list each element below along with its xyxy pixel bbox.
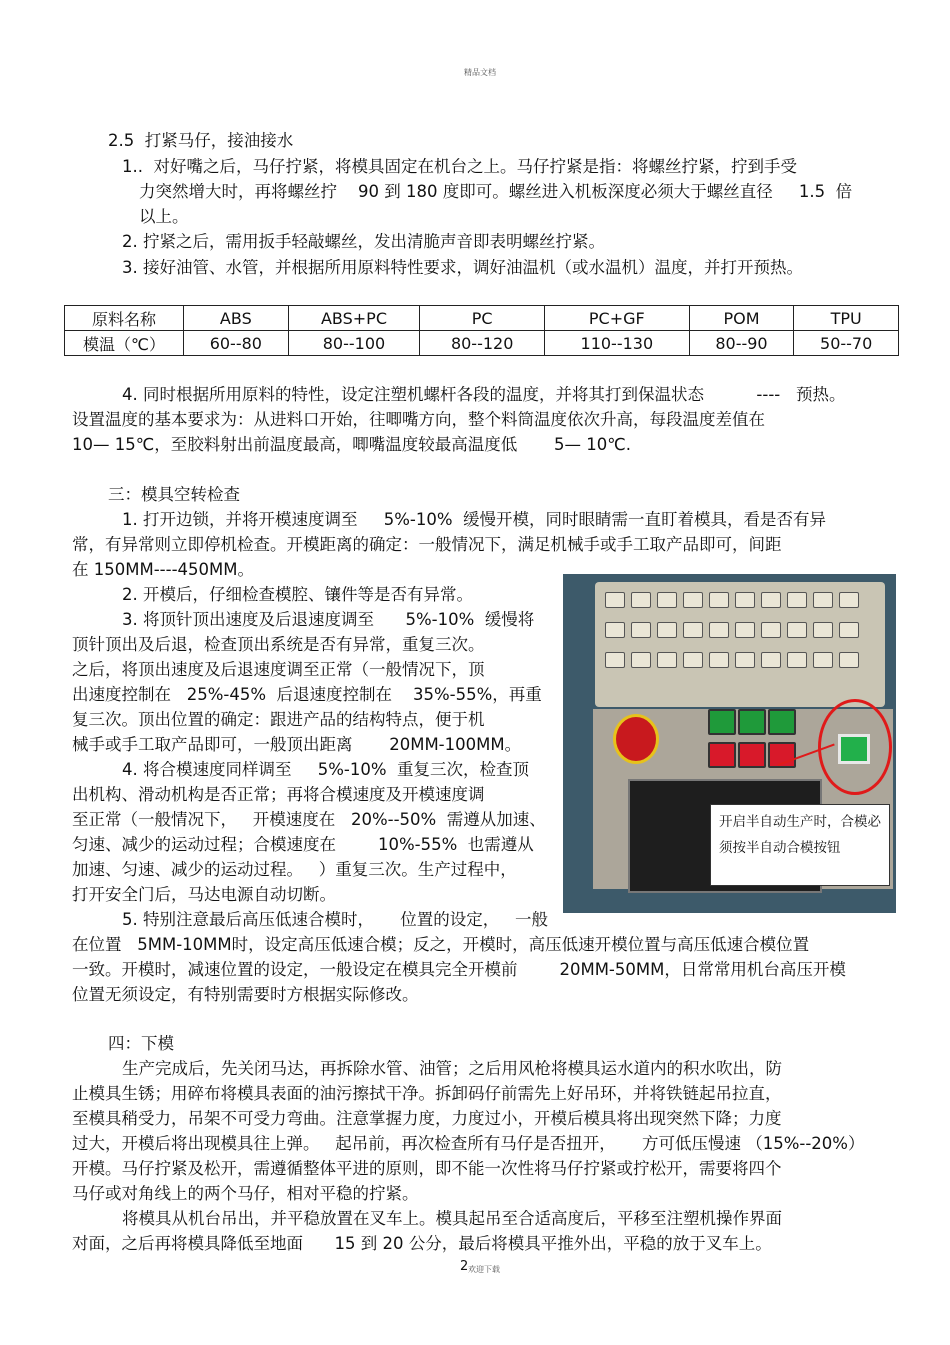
table-header-cell: PC xyxy=(420,306,545,331)
emergency-stop-button xyxy=(613,714,659,764)
table-header-cell: ABS+PC xyxy=(288,306,420,331)
s3-p4-line4: 匀速、减少的运动过程；合模速度在 10%-55% 也需遵从 xyxy=(72,835,534,854)
s3-p5-line2: 在位置 5MM-10MM时，设定高压低速合模；反之，开模时，高压低速开模位置与高压低速合模位置 xyxy=(72,935,810,954)
s3-p4-line5: 加速、匀速、减少的运动过程。 ）重复三次。生产过程中， xyxy=(72,860,517,879)
s3-p3-line5: 复三次。顶出位置的确定：跟进产品的结构特点，便于机 xyxy=(72,710,485,729)
mold-temperature-table xyxy=(64,305,899,356)
s3-p3-line6: 械手或手工取产品即可，一般顶出距离 20MM-100MM。 xyxy=(72,735,522,754)
table-cell: 50--70 xyxy=(794,331,899,356)
s3-p4-line3: 至正常（一般情况下， 开模速度在 20%--50% 需遵从加速、 xyxy=(72,810,546,829)
table-cell: 110--130 xyxy=(545,331,690,356)
s4-p2-line2: 对面，之后再将模具降低至地面 15 到 20 公分，最后将模具平推外出，平稳的放于叉车上。 xyxy=(72,1234,772,1253)
s3-p3-line3: 之后，将顶出速度及后退速度调至正常（一般情况下，顶 xyxy=(72,660,485,679)
s3-p3-line4: 出速度控制在 25%-45% 后退速度控制在 35%-55%，再重 xyxy=(72,685,542,704)
s4-p1-line5: 开模。马仔拧紧及松开，需遵循整体平进的原则，即不能一次性将马仔拧紧或拧松开，需要将四个 xyxy=(72,1159,782,1178)
table-row xyxy=(65,331,899,356)
item1-line2: 力突然增大时，再将螺丝拧 90 到 180 度即可。螺丝进入机板深度必须大于螺丝直径 1.5 倍 xyxy=(139,182,853,201)
item3-text: 3. 接好油管、水管，并根据所用原料特性要求，调好油温机（或水温机）温度，并打开预热。 xyxy=(122,258,803,277)
header-label: 精品文档 xyxy=(464,68,496,77)
table-header-cell: TPU xyxy=(794,306,899,331)
s3-p1-line2: 常，有异常则立即停机检查。开模距离的确定：一般情况下，满足机械手或手工取产品即可，间距 xyxy=(72,535,782,554)
s4-p1-line6: 马仔或对角线上的两个马仔，相对平稳的拧紧。 xyxy=(72,1184,419,1203)
s3-p3-line1: 3. 将顶针顶出速度及后退速度调至 5%-10% 缓慢将 xyxy=(122,610,535,629)
s3-p5-line4: 位置无须设定，有特别需要时方根据实际修改。 xyxy=(72,985,419,1004)
s4-p1-line2: 止模具生锈；用碎布将模具表面的油污擦拭干净。拆卸码仔前需先上好吊环，并将铁链起吊拉直， xyxy=(72,1084,782,1103)
s3-p4-line1: 4. 将合模速度同样调至 5%-10% 重复三次，检查顶 xyxy=(122,760,530,779)
table-header-cell: ABS xyxy=(184,306,289,331)
table-cell: 80--100 xyxy=(288,331,420,356)
s3-p5-line3: 一致。开模时，减速位置的设定，一般设定在模具完全开模前 20MM-50MM，日常常用机台高压开模 xyxy=(72,960,846,979)
item1-line3: 以上。 xyxy=(139,207,189,226)
semi-auto-close-button xyxy=(838,734,870,764)
item4-line1: 4. 同时根据所用原料的特性，设定注塑机螺杆各段的温度，并将其打到保温状态 ---- 预热。 xyxy=(122,385,846,404)
s3-p3-line2: 顶针顶出及后退，检查顶出系统是否有异常，重复三次。 xyxy=(72,635,485,654)
table-row xyxy=(65,306,899,331)
section-title-4: 四：下模 xyxy=(108,1034,174,1053)
page-number: 2 xyxy=(460,1259,469,1274)
footer-label: 欢迎下载 xyxy=(468,1265,500,1274)
item1-line1: 1.. 对好嘴之后，马仔拧紧，将模具固定在机台之上。马仔拧紧是指：将螺丝拧紧，拧到手受 xyxy=(122,157,797,176)
s3-p1-line1: 1. 打开边锁，并将开模速度调至 5%-10% 缓慢开模，同时眼睛需一直盯着模具，看是否有异 xyxy=(122,510,827,529)
table-header-cell: PC+GF xyxy=(545,306,690,331)
table-cell: 模温（℃） xyxy=(65,331,184,356)
photo-callout: 开启半自动生产时，合模必须按半自动合模按钮 xyxy=(710,804,890,886)
s3-p4-line6: 打开安全门后，马达电源自动切断。 xyxy=(72,885,336,904)
section-title-3: 三：模具空转检查 xyxy=(108,485,240,504)
s3-p4-line2: 出机构、滑动机构是否正常；再将合模速度及开模速度调 xyxy=(72,785,485,804)
table-cell: 60--80 xyxy=(184,331,289,356)
item4-line3: 10— 15℃，至胶料射出前温度最高，唧嘴温度较最高温度低 5— 10℃. xyxy=(72,435,631,454)
s4-p2-line1: 将模具从机台吊出，并平稳放置在叉车上。模具起吊至合适高度后，平移至注塑机操作界面 xyxy=(122,1209,782,1228)
s4-p1-line4: 过大，开模后将出现模具往上弹。 起吊前，再次检查所有马仔是否扭开， 方可低压慢速 （15%--20%） xyxy=(72,1134,865,1153)
section-title-2-5: 2.5 打紧马仔，接油接水 xyxy=(108,131,294,150)
table-cell: 80--120 xyxy=(420,331,545,356)
table-cell: 80--90 xyxy=(689,331,794,356)
table-header-cell: 原料名称 xyxy=(65,306,184,331)
s4-p1-line1: 生产完成后，先关闭马达，再拆除水管、油管；之后用风枪将模具运水道内的积水吹出，防 xyxy=(122,1059,782,1078)
s3-p2: 2. 开模后，仔细检查模腔、镶件等是否有异常。 xyxy=(122,585,473,604)
item4-line2: 设置温度的基本要求为：从进料口开始，往唧嘴方向，整个料筒温度依次升高，每段温度差值在 xyxy=(72,410,765,429)
table-header-cell: POM xyxy=(689,306,794,331)
s3-p5-line1: 5. 特别注意最后高压低速合模时， 位置的设定， 一般 xyxy=(122,910,548,929)
s4-p1-line3: 至模具稍受力，吊架不可受力弯曲。注意掌握力度，力度过小，开模后模具将出现突然下降；力度 xyxy=(72,1109,782,1128)
item2-text: 2. 拧紧之后，需用扳手轻敲螺丝，发出清脆声音即表明螺丝拧紧。 xyxy=(122,232,605,251)
s3-p1-line3: 在 150MM----450MM。 xyxy=(72,560,254,579)
keypad-panel xyxy=(595,582,885,707)
control-panel-photo xyxy=(563,574,896,913)
